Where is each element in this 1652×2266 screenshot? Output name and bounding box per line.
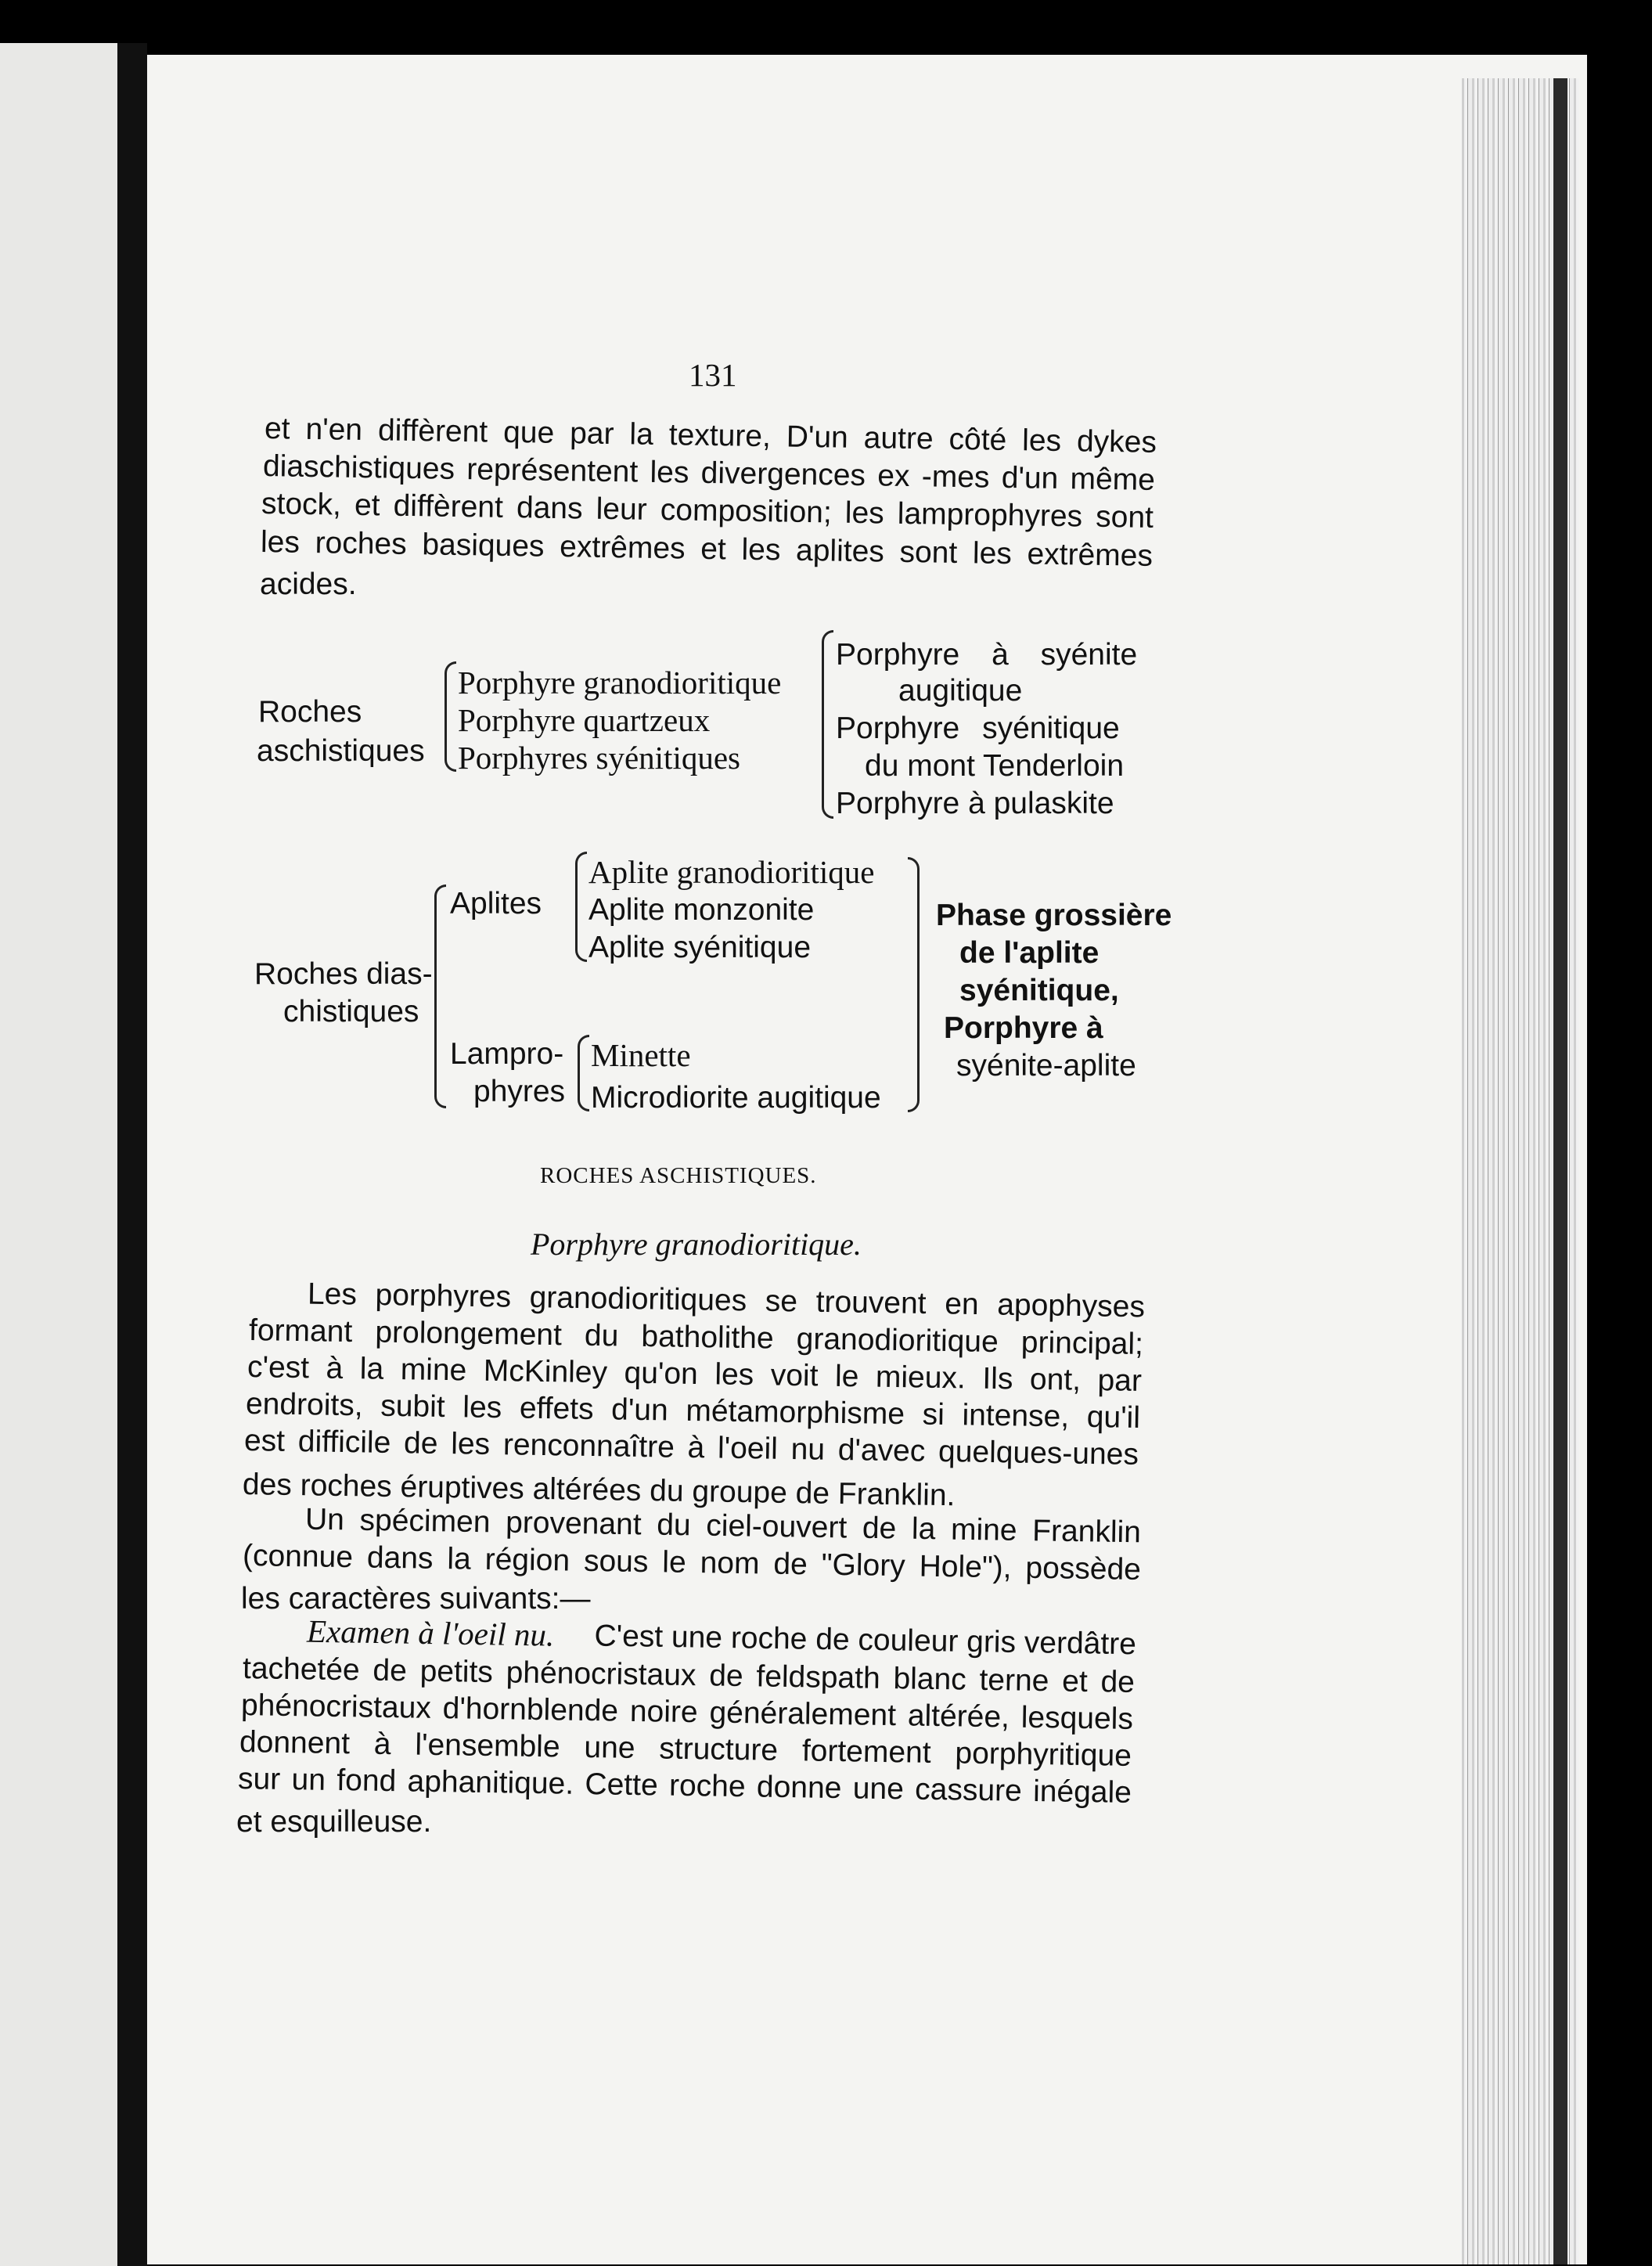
para-line: et esquilleuse. — [236, 1805, 432, 1839]
table1-right-item: du mont Tenderloin — [865, 749, 1125, 783]
page-number: 131 — [689, 357, 737, 393]
lampro-label: Lampro- — [450, 1037, 564, 1071]
section-heading: ROCHES ASCHISTIQUES. — [540, 1163, 817, 1188]
para-line: des roches éruptives altérées du groupe de Franklin. — [242, 1468, 956, 1513]
table2-label: chistiques — [283, 995, 419, 1029]
aplites-label: Aplites — [450, 887, 542, 920]
table2-outer-brace — [434, 884, 446, 1108]
table2-right-item: Porphyre à — [944, 1011, 1103, 1045]
para-line: c'est à la mine McKinley qu'on les voit le mieux. Ils ont, par — [247, 1350, 1143, 1398]
aplite-item: Aplite granodioritique — [588, 854, 875, 890]
table2-right-item: de l'aplite — [959, 936, 1100, 970]
table2-right-brace — [908, 857, 920, 1112]
para3-lead: Examen à l'oeil nu. — [306, 1612, 555, 1653]
table2-right-item: syénitique, — [959, 974, 1119, 1007]
para-line: les caractères suivants:— — [241, 1582, 591, 1616]
aplite-item: Aplite syénitique — [588, 931, 812, 964]
para-line: (connue dans la région sous le nom de "Glory Hole"), possède — [242, 1538, 1142, 1587]
cover-edge — [1553, 78, 1567, 2264]
intro-line: acides. — [260, 567, 357, 601]
page-sheet — [147, 55, 1587, 2264]
table1-right-item: Porphyre à syénite — [836, 638, 1138, 672]
intro-line: les roches basiques extrêmes et les aplites sont les extrêmes — [260, 525, 1154, 573]
table1-right-item: Porphyre à pulaskite — [836, 787, 1114, 820]
table1-label: Roches — [258, 695, 362, 729]
table2-right-item: Phase grossière — [936, 899, 1172, 932]
lampro-brace — [578, 1035, 589, 1111]
aplite-item: Aplite monzonite — [588, 893, 815, 927]
para-line: est difficile de les renconnaître à l'oeil nu d'avec quelques-unes — [243, 1424, 1139, 1472]
table1-label: aschistiques — [257, 734, 425, 768]
table2-right-item: syénite-aplite — [956, 1049, 1136, 1083]
table1-item: Porphyre granodioritique — [458, 665, 782, 701]
lampro-item: Minette — [591, 1037, 691, 1073]
table1-right-item: Porphyre syénitique — [836, 712, 1120, 745]
para-line: sur un fond aphanitique. Cette roche donne une cassure inégale — [237, 1762, 1132, 1810]
table1-brace-left — [444, 661, 456, 772]
para-line: endroits, subit les effets d'un métamorphisme si intense, qu'il — [245, 1387, 1141, 1435]
lampro-label: phyres — [473, 1075, 566, 1108]
para-line: Un spécimen provenant du ciel-ouvert de la mine Franklin — [304, 1502, 1142, 1550]
para-line: Les porphyres granodioritiques se trouvent en apophyses — [307, 1277, 1146, 1324]
table1-item: Porphyre quartzeux — [458, 702, 711, 738]
intro-line: et n'en diffèrent que par la texture, D'un autre côté les dykes — [264, 412, 1157, 459]
para-line: tachetée de petits phénocristaux de feldspath blanc terne et de — [242, 1652, 1136, 1699]
binding-gutter — [117, 43, 147, 2266]
facing-page-strip — [0, 43, 117, 2266]
subheading: Porphyre granodioritique. — [531, 1227, 862, 1262]
para-line: formant prolongement du batholithe granodioritique principal; — [248, 1313, 1144, 1361]
intro-line: diaschistiques représentent les divergences ex -mes d'un même — [262, 449, 1156, 497]
lampro-item: Microdiorite augitique — [591, 1081, 881, 1115]
table1-right-item: augitique — [898, 674, 1023, 708]
table1-item: Porphyres syénitiques — [458, 740, 740, 776]
para-line: donnent à l'ensemble une structure fortement porphyritique — [239, 1725, 1132, 1773]
table2-label: Roches dias- — [254, 957, 433, 991]
para-line: phénocristaux d'hornblende noire généralement altérée, lesquels — [240, 1688, 1134, 1736]
table1-brace-right — [822, 630, 833, 819]
aplites-brace — [575, 852, 587, 962]
para3-first-rest: C'est une roche de couleur gris verdâtre — [594, 1619, 1137, 1662]
intro-line: stock, et diffèrent dans leur composition; les lamprophyres sont — [261, 487, 1154, 535]
